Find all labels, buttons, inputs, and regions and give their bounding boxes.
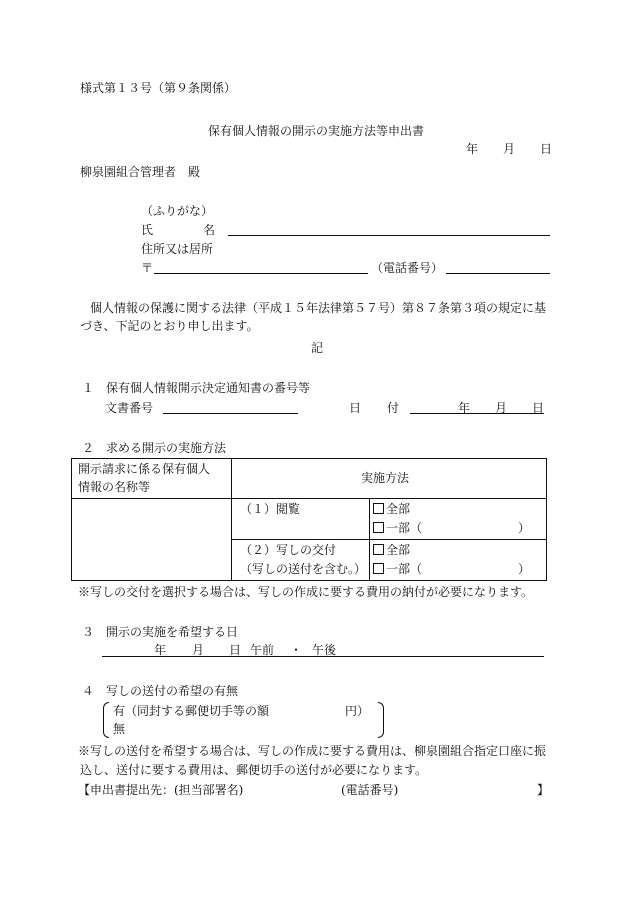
postal-mark: 〒 bbox=[141, 261, 154, 275]
address-label: 住所又は居所 bbox=[141, 242, 214, 256]
table-divider-row bbox=[231, 539, 546, 540]
section1-heading: １ 保有個人情報開示決定通知書の番号等 bbox=[82, 381, 311, 395]
name-field-line[interactable] bbox=[228, 235, 550, 236]
footer-bracket-close: 】 bbox=[537, 783, 550, 797]
desired-month-label: 月 bbox=[192, 643, 205, 657]
inspection-part-close-paren: ） bbox=[518, 521, 531, 535]
notice-year-label: 年 bbox=[458, 401, 471, 415]
section2-note: ※写しの交付を選択する場合は、写しの作成に要する費用の納付が必要になります。 bbox=[78, 585, 534, 599]
section2-heading: ２ 求める開示の実施方法 bbox=[82, 441, 227, 455]
desired-day-label: 日 bbox=[229, 643, 242, 657]
doc-number-line[interactable] bbox=[163, 413, 298, 414]
am-pm-separator: ・ bbox=[290, 643, 303, 657]
pm-option[interactable]: 午後 bbox=[312, 643, 337, 657]
date-year-label: 年 bbox=[466, 142, 479, 156]
checkbox-icon[interactable] bbox=[373, 522, 384, 533]
name-label-2: 名 bbox=[203, 223, 216, 237]
table-divider-header bbox=[231, 498, 546, 499]
method-inspection: （１）閲覧 bbox=[240, 502, 301, 516]
desired-year-label: 年 bbox=[154, 643, 167, 657]
checkbox-icon[interactable] bbox=[373, 544, 384, 555]
section4-note-line2: 込し、送付に要する費用は、郵便切手の送付が必要になります。 bbox=[80, 763, 428, 777]
date-month-label: 月 bbox=[503, 142, 516, 156]
section3-heading: ３ 開示の実施を希望する日 bbox=[82, 625, 239, 639]
table-divider-col1 bbox=[231, 458, 232, 580]
method-copy-line1: （２）写しの交付 bbox=[240, 543, 337, 557]
address-field-line[interactable] bbox=[154, 273, 368, 274]
copy-all-option[interactable]: 全部 bbox=[373, 543, 410, 557]
date-day-label: 日 bbox=[540, 142, 553, 156]
table-col1-header-line1: 開示請求に係る保有個人 bbox=[78, 462, 211, 476]
date-label-1: 日 bbox=[349, 401, 362, 415]
left-brace bbox=[103, 702, 109, 738]
table-col1-header-line2: 情報の名称等 bbox=[78, 480, 151, 494]
phone-field-line[interactable] bbox=[446, 273, 550, 274]
am-option[interactable]: 午前 bbox=[250, 643, 275, 657]
form-title: 保有個人情報の開示の実施方法等申出書 bbox=[208, 124, 425, 138]
addressee: 柳泉園組合管理者 殿 bbox=[80, 165, 201, 179]
inspection-part-option[interactable]: 一部（ bbox=[373, 521, 422, 535]
table-divider-header-left bbox=[71, 498, 231, 499]
doc-number-label: 文書番号 bbox=[105, 401, 154, 415]
desired-date-line[interactable] bbox=[102, 656, 544, 657]
section4-note-line1: ※写しの送付を希望する場合は、写しの作成に要する費用は、柳泉園組合指定口座に振 bbox=[78, 744, 547, 758]
intro-line-1: 個人情報の保護に関する法律（平成１５年法律第５７号）第８７条第３項の規定に基 bbox=[90, 301, 547, 315]
footer-phone-label: (電話番号) bbox=[341, 783, 399, 797]
send-no-option[interactable]: 無 bbox=[113, 722, 126, 736]
name-label-1: 氏 bbox=[141, 223, 154, 237]
copy-part-close-paren: ） bbox=[518, 562, 531, 576]
notice-date-line[interactable] bbox=[410, 413, 544, 414]
method-copy-line2: （写しの送付を含む。） bbox=[240, 562, 367, 576]
notice-month-label: 月 bbox=[495, 401, 508, 415]
right-brace bbox=[378, 702, 384, 738]
inspection-all-option[interactable]: 全部 bbox=[373, 502, 410, 516]
date-label-2: 付 bbox=[387, 401, 400, 415]
yen-label: 円） bbox=[345, 704, 370, 718]
section4-heading: ４ 写しの送付の希望の有無 bbox=[82, 684, 239, 698]
submit-to-label: 【申出書提出先：(担当部署名) bbox=[78, 783, 244, 797]
furigana-label: （ふりがな） bbox=[141, 204, 214, 218]
ki-mark: 記 bbox=[311, 341, 324, 355]
table-col2-header: 実施方法 bbox=[361, 471, 410, 485]
copy-part-option[interactable]: 一部（ bbox=[373, 562, 422, 576]
phone-label: （電話番号） bbox=[371, 261, 444, 275]
intro-line-2: づき、下記のとおり申し出ます。 bbox=[80, 319, 259, 333]
notice-day-label: 日 bbox=[532, 401, 545, 415]
send-yes-option[interactable]: 有（同封する郵便切手等の額 bbox=[113, 704, 270, 718]
checkbox-icon[interactable] bbox=[373, 563, 384, 574]
form-number: 様式第１３号（第９条関係） bbox=[80, 81, 237, 95]
checkbox-icon[interactable] bbox=[373, 503, 384, 514]
